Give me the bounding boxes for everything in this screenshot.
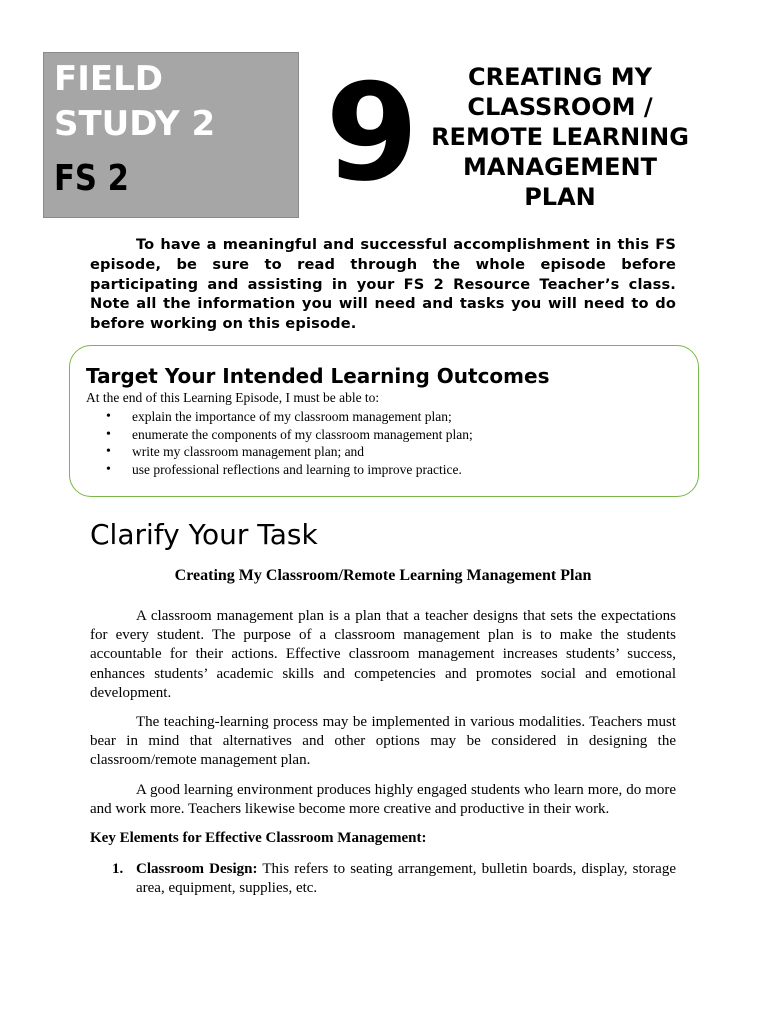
paragraph-environment: A good learning environment produces highly engaged students who learn more, do more and work more. Teachers likewise become more creative and productive in their work.	[90, 782, 676, 818]
item-term: Classroom Design:	[136, 861, 258, 877]
outcomes-lead: At the end of this Learning Episode, I must be able to:	[86, 390, 380, 405]
list-item	[106, 443, 473, 461]
key-elements-heading: Key Elements for Effective Classroom Management:	[90, 830, 427, 846]
list-item	[106, 408, 473, 426]
paragraph-definition: A classroom management plan is a plan that a teacher designs that sets the expectations for every student. The purpose of a classroom management plan is to make the students accountable for their actions. Effective classroom management increases students’ success, enhances students’ academic skills and competencies and promotes social and emotional development.	[90, 608, 676, 701]
outcomes-heading: Target Your Intended Learning Outcomes	[86, 364, 550, 388]
bullet-icon: •	[106, 409, 111, 424]
item-number: 1.	[112, 861, 124, 877]
intro-paragraph: To have a meaningful and successful accomplishment in this FS episode, be sure to read through the whole episode before participating and assisting in your FS 2 Resource Teacher’s class. Note all the information you will need and tasks you will need to do before working on this episode.	[90, 236, 676, 333]
clarify-heading: Clarify Your Task	[90, 518, 318, 551]
episode-number: 9	[325, 55, 415, 211]
bullet-icon: •	[106, 444, 111, 459]
field-study-code: FS 2	[54, 158, 129, 199]
item-text: This refers to seating arrangement, bulletin boards, display, storage area, equipment, supplies, etc.	[136, 861, 676, 897]
outcomes-list	[106, 408, 473, 478]
bullet-icon: •	[106, 426, 111, 442]
outcome-text: enumerate the components of my classroom management plan;	[132, 426, 473, 442]
outcome-text: write my classroom management plan; and	[132, 444, 365, 459]
paragraph-modalities: The teaching-learning process may be implemented in various modalities. Teachers must bear in mind that alternatives and other options may be considered in designing the classroom/remote management plan.	[90, 714, 676, 769]
episode-title: CREATING MY CLASSROOM / REMOTE LEARNING MANAGEMENT PLAN	[431, 63, 689, 211]
outcome-text: use professional reflections and learning to improve practice.	[132, 461, 462, 477]
learning-outcomes-box	[69, 345, 699, 497]
list-item	[112, 860, 676, 898]
key-elements-list	[112, 860, 676, 898]
field-study-title: FIELD STUDY 2	[54, 59, 216, 144]
field-study-box	[43, 52, 299, 218]
section-subtitle: Creating My Classroom/Remote Learning Management Plan	[174, 567, 592, 584]
outcome-text: explain the importance of my classroom management plan;	[132, 409, 452, 424]
bullet-icon: •	[106, 461, 111, 477]
list-item	[106, 426, 473, 444]
list-item	[106, 461, 473, 479]
